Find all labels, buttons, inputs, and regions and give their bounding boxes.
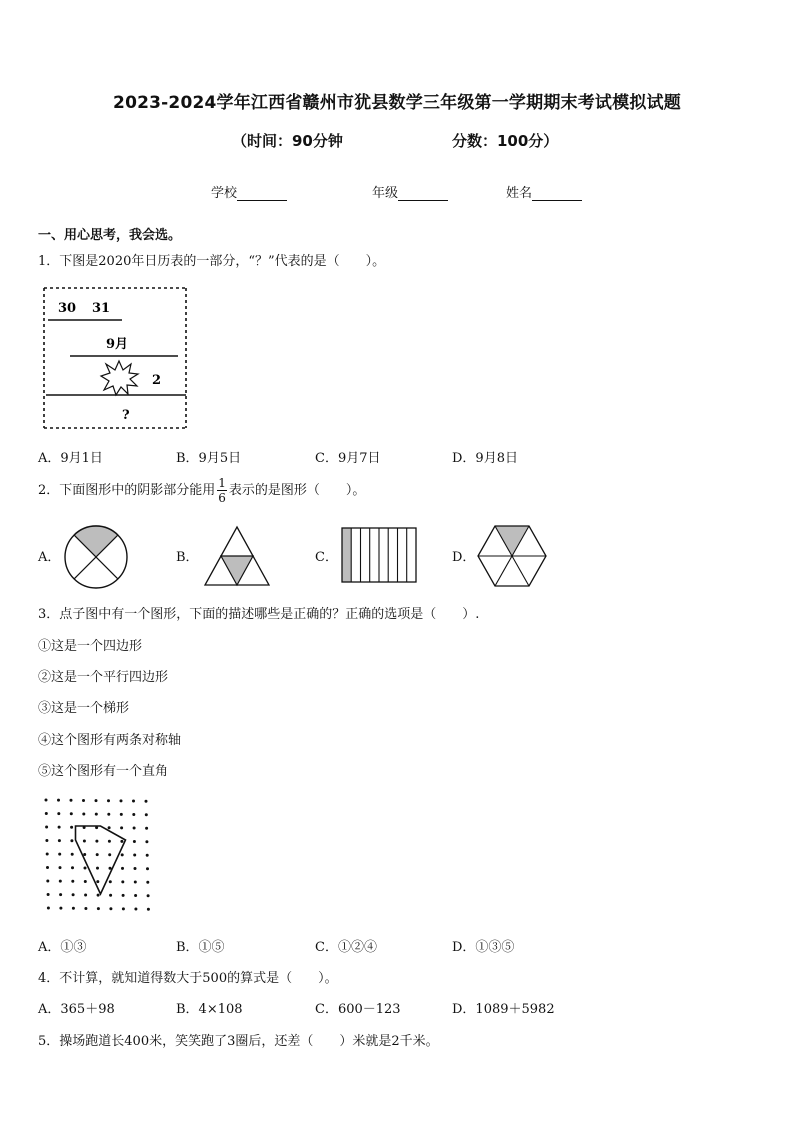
grid-dot (109, 880, 112, 883)
grid-dot (120, 813, 123, 816)
grid-dot (59, 880, 62, 883)
grid-dot (107, 813, 110, 816)
grid-dot (70, 826, 73, 829)
grid-dot (122, 894, 125, 897)
grid-dot (146, 854, 149, 857)
triangle-quarters-figure (204, 526, 270, 586)
grid-dot (95, 840, 98, 843)
q1-option-a[interactable]: A．9月1日 (38, 451, 103, 466)
grid-dot (45, 799, 48, 802)
grid-dot (46, 866, 49, 869)
grid-dot (46, 853, 49, 856)
q3-option-b[interactable]: B．①⑤ (176, 940, 225, 955)
q3-statement-1: ①这是一个四边形 (38, 639, 143, 654)
q4-option-b[interactable]: B．4×108 (176, 1002, 243, 1017)
grid-dot (83, 839, 86, 842)
q1-option-c[interactable]: C．9月7日 (315, 451, 381, 466)
dot-grid-figure (40, 794, 156, 918)
question-3: 3．点子图中有一个图形，下面的描述哪些是正确的？正确的选项是（ ）. (38, 607, 480, 622)
grid-dot (72, 907, 75, 910)
grid-dot (82, 812, 85, 815)
q3-option-c[interactable]: C．①②④ (315, 940, 377, 955)
q3-statement-4: ④这个图形有两条对称轴 (38, 733, 182, 748)
grid-dot (71, 866, 74, 869)
q1-option-b[interactable]: B．9月5日 (176, 451, 242, 466)
grid-dot (134, 908, 137, 911)
grid-dot (84, 880, 87, 883)
grid-dot (59, 893, 62, 896)
school-label: 学校 (211, 186, 238, 201)
grid-dot (133, 840, 136, 843)
q2-option-d[interactable]: D． (452, 550, 476, 565)
grid-dot (145, 840, 148, 843)
q3-option-a[interactable]: A．①③ (38, 940, 87, 955)
grid-dot (147, 894, 150, 897)
question-4: 4．不计算，就知道得数大于500的算式是（ ）。 (38, 971, 338, 986)
q3-statement-3: ③这是一个梯形 (38, 701, 130, 716)
grid-dot (146, 881, 149, 884)
fraction-one-sixth (217, 476, 227, 505)
grid-dot (72, 893, 75, 896)
grid-dot (71, 880, 74, 883)
grid-dot (59, 866, 62, 869)
q2-text-before: 2．下面图形中的阴影部分能用 (38, 483, 216, 498)
q2-option-a[interactable]: A． (38, 550, 61, 565)
name-label: 姓名 (506, 186, 533, 201)
grade-field[interactable] (372, 182, 448, 201)
grade-blank[interactable] (398, 186, 448, 201)
grid-dot (96, 853, 99, 856)
grid-dot (147, 908, 150, 911)
section-title: 一、用心思考，我会选。 (38, 228, 182, 243)
grade-label: 年级 (372, 186, 399, 201)
grid-dot (132, 800, 135, 803)
grid-dot (108, 840, 111, 843)
grid-dot (70, 812, 73, 815)
grid-dot (120, 799, 123, 802)
grid-dot (57, 799, 60, 802)
school-field[interactable] (211, 182, 287, 201)
grid-dot (95, 813, 98, 816)
grid-dot (45, 839, 48, 842)
grid-dot (47, 893, 50, 896)
grid-dot (58, 826, 61, 829)
calendar-day-30: 30 (58, 301, 77, 316)
grid-dot (97, 907, 100, 910)
calendar-day-31: 31 (92, 301, 111, 316)
grid-dot (121, 853, 124, 856)
grid-dot (122, 907, 125, 910)
q2-option-c[interactable]: C． (315, 550, 338, 565)
q3-statement-2: ②这是一个平行四边形 (38, 670, 169, 685)
q2-option-b[interactable]: B． (176, 550, 199, 565)
grid-dot (71, 853, 74, 856)
grid-dot (109, 894, 112, 897)
starburst-icon (101, 361, 138, 395)
grid-dot (96, 880, 99, 883)
exam-score: 分数：100分） (452, 132, 559, 150)
grid-dot (70, 839, 73, 842)
grid-dot (84, 893, 87, 896)
grid-dot (145, 800, 148, 803)
page-title: 2023-2024学年江西省赣州市犹县数学三年级第一学期期末考试模拟试题 (113, 93, 681, 113)
grid-dot (134, 867, 137, 870)
q4-option-a[interactable]: A．365＋98 (38, 1002, 115, 1017)
calendar-month: 9月 (106, 337, 129, 352)
grid-dot (57, 812, 60, 815)
grid-dot (133, 827, 136, 830)
q4-option-c[interactable]: C．600－123 (315, 1002, 401, 1017)
exam-time: （时间：90分钟 (232, 132, 343, 150)
grid-dot (109, 907, 112, 910)
grid-dot (120, 826, 123, 829)
grid-dot (145, 813, 148, 816)
grid-dot (58, 853, 61, 856)
grid-dot (83, 853, 86, 856)
grid-dot (134, 881, 137, 884)
grid-dot (59, 907, 62, 910)
grid-dot (58, 839, 61, 842)
grid-dot (97, 894, 100, 897)
rectangle-strips-figure (341, 527, 417, 583)
grid-dots (45, 799, 150, 911)
fraction-denominator: 6 (218, 491, 226, 505)
grid-dot (146, 867, 149, 870)
kite-shape (76, 826, 126, 894)
q4-option-d[interactable]: D．1089＋5982 (452, 1002, 555, 1017)
grid-dot (45, 812, 48, 815)
grid-dot (108, 826, 111, 829)
school-blank[interactable] (237, 186, 287, 201)
q2-text-after: 表示的是图形（ ）。 (228, 483, 366, 498)
grid-dot (82, 799, 85, 802)
grid-dot (145, 827, 148, 830)
question-5: 5．操场跑道长400米，笑笑跑了3圈后，还差（ ）米就是2千米。 (38, 1034, 439, 1049)
calendar-unknown: ? (122, 408, 130, 423)
grid-dot (96, 867, 99, 870)
grid-dot (47, 907, 50, 910)
name-field[interactable] (506, 182, 582, 201)
grid-dot (45, 826, 48, 829)
circle-quarters-figure (64, 525, 128, 589)
grid-dot (133, 854, 136, 857)
grid-dot (108, 853, 111, 856)
grid-dot (121, 867, 124, 870)
grid-dot (46, 880, 49, 883)
q3-statement-5: ⑤这个图形有一个直角 (38, 764, 169, 779)
grid-dot (70, 799, 73, 802)
calendar-figure (40, 284, 190, 430)
grid-dot (121, 880, 124, 883)
calendar-day-2: 2 (152, 373, 162, 388)
grid-dot (84, 866, 87, 869)
question-2 (38, 474, 365, 508)
grid-dot (132, 813, 135, 816)
name-blank[interactable] (532, 186, 582, 201)
question-1: 1．下图是2020年日历表的一部分，“？”代表的是（ ）。 (38, 254, 386, 269)
grid-dot (134, 894, 137, 897)
grid-dot (120, 840, 123, 843)
hexagon-sixths-figure (477, 525, 547, 587)
fraction-numerator: 1 (218, 476, 226, 490)
grid-dot (109, 867, 112, 870)
grid-dot (84, 907, 87, 910)
q1-option-d[interactable]: D．9月8日 (452, 451, 518, 466)
grid-dot (107, 799, 110, 802)
grid-dot (95, 799, 98, 802)
q3-option-d[interactable]: D．①③⑤ (452, 940, 515, 955)
